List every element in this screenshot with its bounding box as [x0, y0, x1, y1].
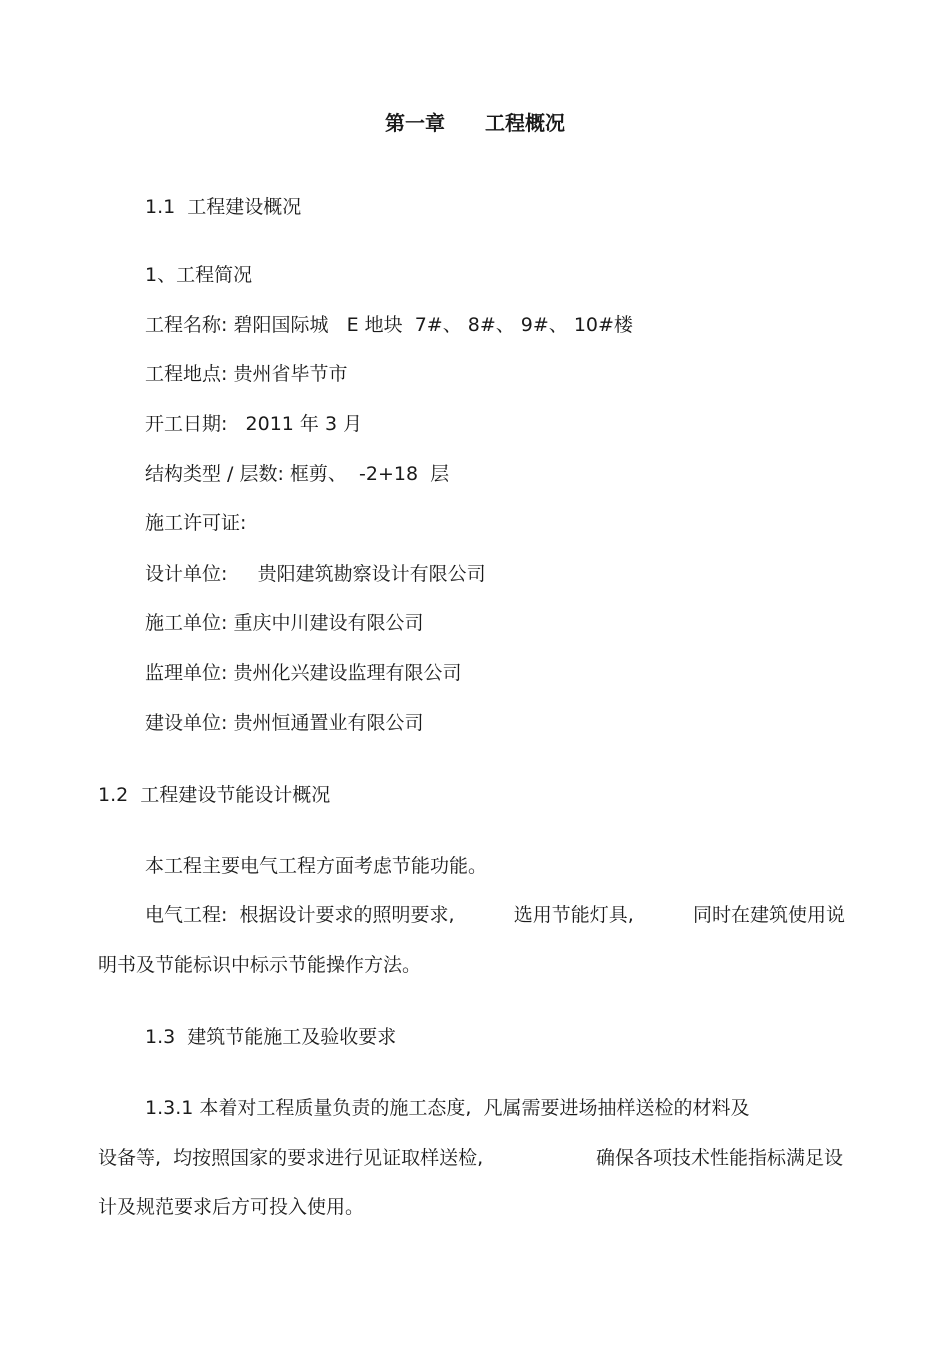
- paragraph-acceptance-line-3: 计及规范要求后方可投入使用。: [98, 1196, 365, 1218]
- info-label: 设计单位:: [145, 563, 228, 585]
- info-label: 施工单位:: [145, 612, 228, 634]
- paragraph-electrical-line-2: 明书及节能标识中标示节能操作方法。: [98, 954, 422, 976]
- info-value: 贵州化兴建设监理有限公司: [227, 662, 462, 684]
- paragraph-electrical-line-1: [145, 902, 845, 928]
- info-label: 施工许可证:: [145, 512, 247, 534]
- info-value: 贵州恒通置业有限公司: [227, 712, 424, 734]
- info-label: 建设单位:: [145, 712, 228, 734]
- section-heading-1-3: 1.3 建筑节能施工及验收要求: [145, 1026, 397, 1048]
- info-row-start-date: [145, 411, 362, 437]
- section-heading-1-1: 1.1 工程建设概况: [145, 196, 302, 218]
- info-row-owner-unit: [145, 710, 423, 736]
- info-value: 碧阳国际城 E 地块 7#、 8#、 9#、 10#楼: [227, 314, 633, 336]
- info-row-supervision-unit: [145, 660, 461, 686]
- paragraph-acceptance-line-2: [98, 1145, 843, 1171]
- info-label: 工程名称:: [145, 314, 228, 336]
- info-row-location: [145, 361, 347, 387]
- info-label: 工程地点:: [145, 363, 228, 385]
- chapter-number: 第一章: [385, 111, 445, 135]
- info-label: 开工日期:: [145, 413, 228, 435]
- info-label: 结构类型 / 层数:: [145, 463, 284, 485]
- info-value: 框剪、 -2+18 层: [283, 463, 450, 485]
- paragraph-acceptance-line-1: 1.3.1 本着对工程质量负责的施工态度, 凡属需要进场抽样送检的材料及: [145, 1097, 750, 1119]
- text-fragment: 选用节能灯具,: [513, 904, 634, 926]
- info-row-design-unit: [145, 561, 486, 587]
- info-value: 贵州省毕节市: [227, 363, 348, 385]
- info-row-construction-unit: [145, 610, 423, 636]
- text-fragment: 电气工程: 根据设计要求的照明要求,: [145, 904, 455, 926]
- info-value: 贵阳建筑勘察设计有限公司: [227, 563, 486, 585]
- info-value: 重庆中川建设有限公司: [227, 612, 424, 634]
- paragraph-energy-intro: 本工程主要电气工程方面考虑节能功能。: [145, 855, 488, 877]
- info-value: 2011 年 3 月: [227, 413, 363, 435]
- text-fragment: 确保各项技术性能指标满足设: [595, 1147, 843, 1169]
- info-row-permit: [145, 510, 246, 536]
- info-row-project-name: [145, 312, 633, 338]
- chapter-name: 工程概况: [485, 111, 565, 135]
- section-heading-1-2: 1.2 工程建设节能设计概况: [98, 784, 331, 806]
- text-fragment: 同时在建筑使用说: [692, 904, 845, 926]
- info-row-structure: [145, 461, 449, 487]
- text-fragment: 设备等, 均按照国家的要求进行见证取样送检,: [98, 1147, 484, 1169]
- chapter-title: [0, 110, 950, 136]
- sub-heading-project-brief: 1、工程简况: [145, 264, 253, 286]
- info-label: 监理单位:: [145, 662, 228, 684]
